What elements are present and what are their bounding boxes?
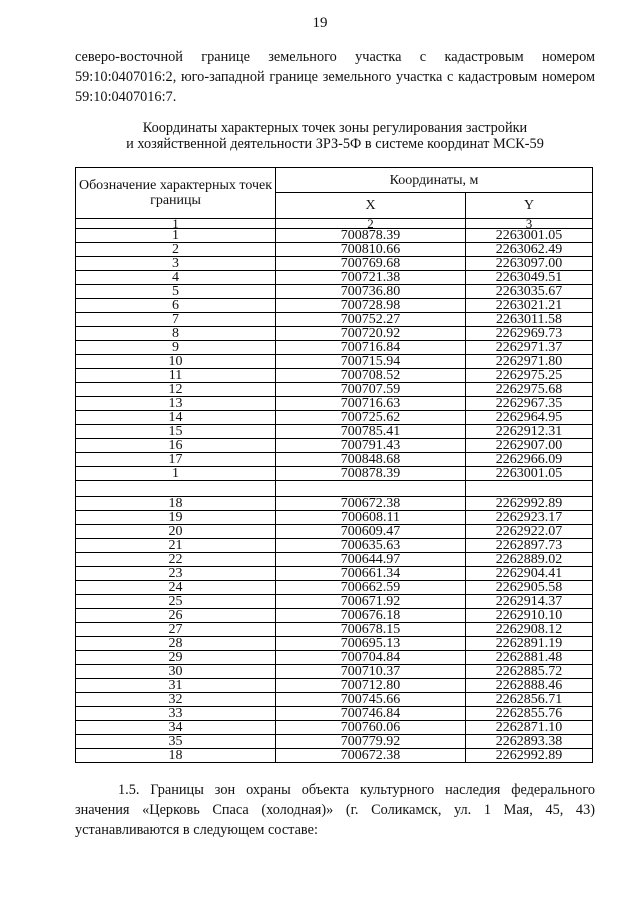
table-row	[76, 539, 593, 553]
outro-paragraph: 1.5. Границы зон охраны объекта культурного наследия федерального значения «Церковь Спаса (холодная)» (г. Соликамск, ул. 1 Мая, 45, 43) устанавливаются в следующем составе:	[75, 782, 595, 838]
header-y: Y	[466, 193, 593, 219]
header-coordinates: Координаты, м	[276, 168, 593, 193]
point-cell: 18	[76, 497, 276, 511]
y-coordinate-cell: 2262964.95	[466, 411, 593, 425]
page-number: 19	[312, 15, 328, 31]
point-cell: 27	[76, 623, 276, 637]
table-row	[76, 411, 593, 425]
x-coordinate-cell: 700785.41	[276, 425, 466, 439]
y-coordinate-cell: 2263097.00	[466, 257, 593, 271]
x-coordinate-cell: 700810.66	[276, 243, 466, 257]
y-coordinate-cell: 2263021.21	[466, 299, 593, 313]
y-coordinate-cell: 2262893.38	[466, 735, 593, 749]
x-coordinate-cell: 700708.52	[276, 369, 466, 383]
x-coordinate-cell: 700712.80	[276, 679, 466, 693]
y-coordinate-cell: 2262914.37	[466, 595, 593, 609]
y-coordinate-cell: 2262904.41	[466, 567, 593, 581]
point-cell: 23	[76, 567, 276, 581]
x-coordinate-cell: 700672.38	[276, 497, 466, 511]
table-row	[76, 369, 593, 383]
y-coordinate-cell: 2262910.10	[466, 609, 593, 623]
table-row	[76, 327, 593, 341]
y-coordinate-cell: 2262966.09	[466, 453, 593, 467]
table-row	[76, 665, 593, 679]
y-coordinate-cell: 2262891.19	[466, 637, 593, 651]
point-cell: 26	[76, 609, 276, 623]
x-coordinate-cell: 700779.92	[276, 735, 466, 749]
y-coordinate-cell: 2262969.73	[466, 327, 593, 341]
y-coordinate-cell: 2263011.58	[466, 313, 593, 327]
point-cell: 3	[76, 257, 276, 271]
caption-line-1: Координаты характерных точек зоны регулирования застройки	[142, 120, 528, 136]
y-coordinate-cell: 2262912.31	[466, 425, 593, 439]
y-coordinate-cell: 2262885.72	[466, 665, 593, 679]
x-coordinate-cell: 700609.47	[276, 525, 466, 539]
table-row	[76, 623, 593, 637]
point-cell: 13	[76, 397, 276, 411]
table-row	[76, 271, 593, 285]
x-coordinate-cell: 700676.18	[276, 609, 466, 623]
point-cell: 10	[76, 355, 276, 369]
table-row	[76, 439, 593, 453]
x-coordinate-cell: 700746.84	[276, 707, 466, 721]
y-coordinate-cell: 2262992.89	[466, 749, 593, 763]
table-row	[76, 595, 593, 609]
table-group-2	[76, 497, 593, 763]
y-coordinate-cell: 2263001.05	[466, 467, 593, 481]
table-row	[76, 257, 593, 271]
point-cell: 31	[76, 679, 276, 693]
point-cell: 24	[76, 581, 276, 595]
point-cell: 2	[76, 243, 276, 257]
table-caption	[75, 120, 595, 152]
x-coordinate-cell: 700725.62	[276, 411, 466, 425]
y-coordinate-cell: 2262971.37	[466, 341, 593, 355]
x-coordinate-cell: 700672.38	[276, 749, 466, 763]
table-row	[76, 467, 593, 481]
table-row	[76, 355, 593, 369]
table-row	[76, 735, 593, 749]
y-coordinate-cell: 2262967.35	[466, 397, 593, 411]
point-cell: 20	[76, 525, 276, 539]
y-coordinate-cell: 2262905.58	[466, 581, 593, 595]
point-cell: 25	[76, 595, 276, 609]
y-coordinate-cell: 2262881.48	[466, 651, 593, 665]
point-cell: 9	[76, 341, 276, 355]
x-coordinate-cell: 700752.27	[276, 313, 466, 327]
table-row	[76, 497, 593, 511]
point-cell: 17	[76, 453, 276, 467]
table-row	[76, 637, 593, 651]
table-row	[76, 679, 593, 693]
table-row	[76, 341, 593, 355]
y-coordinate-cell: 2262871.10	[466, 721, 593, 735]
point-cell: 16	[76, 439, 276, 453]
point-cell: 28	[76, 637, 276, 651]
x-coordinate-cell: 700710.37	[276, 665, 466, 679]
y-coordinate-cell: 2263001.05	[466, 229, 593, 243]
point-cell: 1	[76, 467, 276, 481]
y-coordinate-cell: 2262923.17	[466, 511, 593, 525]
point-cell: 11	[76, 369, 276, 383]
x-coordinate-cell: 700716.84	[276, 341, 466, 355]
table-row	[76, 299, 593, 313]
x-coordinate-cell: 700736.80	[276, 285, 466, 299]
point-cell: 1	[76, 229, 276, 243]
table-row	[76, 243, 593, 257]
point-cell: 35	[76, 735, 276, 749]
x-coordinate-cell: 700715.94	[276, 355, 466, 369]
point-cell: 5	[76, 285, 276, 299]
point-cell: 32	[76, 693, 276, 707]
table-row	[76, 693, 593, 707]
x-coordinate-cell: 700661.34	[276, 567, 466, 581]
x-coordinate-cell: 700662.59	[276, 581, 466, 595]
x-coordinate-cell: 700671.92	[276, 595, 466, 609]
point-cell: 14	[76, 411, 276, 425]
y-coordinate-cell: 2263062.49	[466, 243, 593, 257]
y-coordinate-cell: 2262855.76	[466, 707, 593, 721]
x-coordinate-cell: 700728.98	[276, 299, 466, 313]
y-coordinate-cell: 2263049.51	[466, 271, 593, 285]
point-cell: 18	[76, 749, 276, 763]
y-coordinate-cell: 2262907.00	[466, 439, 593, 453]
table-row	[76, 525, 593, 539]
table-row	[76, 707, 593, 721]
y-coordinate-cell: 2262975.68	[466, 383, 593, 397]
point-cell: 12	[76, 383, 276, 397]
point-cell: 33	[76, 707, 276, 721]
table-row	[76, 511, 593, 525]
table-row	[76, 453, 593, 467]
y-coordinate-cell: 2262971.80	[466, 355, 593, 369]
point-cell: 15	[76, 425, 276, 439]
point-cell: 29	[76, 651, 276, 665]
y-coordinate-cell: 2263035.67	[466, 285, 593, 299]
x-coordinate-cell: 700704.84	[276, 651, 466, 665]
table-row	[76, 313, 593, 327]
table-row	[76, 397, 593, 411]
point-cell: 22	[76, 553, 276, 567]
column-number-2: 2	[276, 219, 466, 229]
table-row	[76, 553, 593, 567]
table-row	[76, 383, 593, 397]
y-coordinate-cell: 2262922.07	[466, 525, 593, 539]
x-coordinate-cell: 700769.68	[276, 257, 466, 271]
x-coordinate-cell: 700878.39	[276, 467, 466, 481]
x-coordinate-cell: 700695.13	[276, 637, 466, 651]
x-coordinate-cell: 700678.15	[276, 623, 466, 637]
x-coordinate-cell: 700707.59	[276, 383, 466, 397]
header-x: X	[276, 193, 466, 219]
table-row	[76, 229, 593, 243]
table-row	[76, 285, 593, 299]
x-coordinate-cell: 700720.92	[276, 327, 466, 341]
x-coordinate-cell: 700745.66	[276, 693, 466, 707]
table-row	[76, 425, 593, 439]
caption-line-2: и хозяйственной деятельности ЗРЗ-5Ф в системе координат МСК-59	[126, 136, 544, 152]
x-coordinate-cell: 700791.43	[276, 439, 466, 453]
point-cell: 30	[76, 665, 276, 679]
point-cell: 8	[76, 327, 276, 341]
table-row	[76, 749, 593, 763]
table-row	[76, 609, 593, 623]
table-group-1	[76, 229, 593, 481]
column-number-3: 3	[466, 219, 593, 229]
header-point-designation: Обозначение характерных точек границы	[76, 168, 276, 219]
x-coordinate-cell: 700644.97	[276, 553, 466, 567]
intro-paragraph: северо-восточной границе земельного участка с кадастровым номером 59:10:0407016:2, юго-западной границе земельного участка с кадастровым номером 59:10:0407016:7.	[75, 49, 595, 105]
y-coordinate-cell: 2262992.89	[466, 497, 593, 511]
table-row	[76, 567, 593, 581]
x-coordinate-cell: 700848.68	[276, 453, 466, 467]
coordinates-table	[75, 167, 593, 763]
x-coordinate-cell: 700635.63	[276, 539, 466, 553]
table-row	[76, 581, 593, 595]
point-cell: 6	[76, 299, 276, 313]
table-row	[76, 651, 593, 665]
point-cell: 34	[76, 721, 276, 735]
y-coordinate-cell: 2262888.46	[466, 679, 593, 693]
point-cell: 21	[76, 539, 276, 553]
y-coordinate-cell: 2262856.71	[466, 693, 593, 707]
x-coordinate-cell: 700716.63	[276, 397, 466, 411]
x-coordinate-cell: 700608.11	[276, 511, 466, 525]
table-group-separator	[76, 481, 593, 497]
y-coordinate-cell: 2262908.12	[466, 623, 593, 637]
table-row	[76, 721, 593, 735]
column-number-1: 1	[76, 219, 276, 229]
y-coordinate-cell: 2262975.25	[466, 369, 593, 383]
point-cell: 7	[76, 313, 276, 327]
point-cell: 19	[76, 511, 276, 525]
x-coordinate-cell: 700760.06	[276, 721, 466, 735]
y-coordinate-cell: 2262897.73	[466, 539, 593, 553]
x-coordinate-cell: 700721.38	[276, 271, 466, 285]
x-coordinate-cell: 700878.39	[276, 229, 466, 243]
point-cell: 4	[76, 271, 276, 285]
y-coordinate-cell: 2262889.02	[466, 553, 593, 567]
